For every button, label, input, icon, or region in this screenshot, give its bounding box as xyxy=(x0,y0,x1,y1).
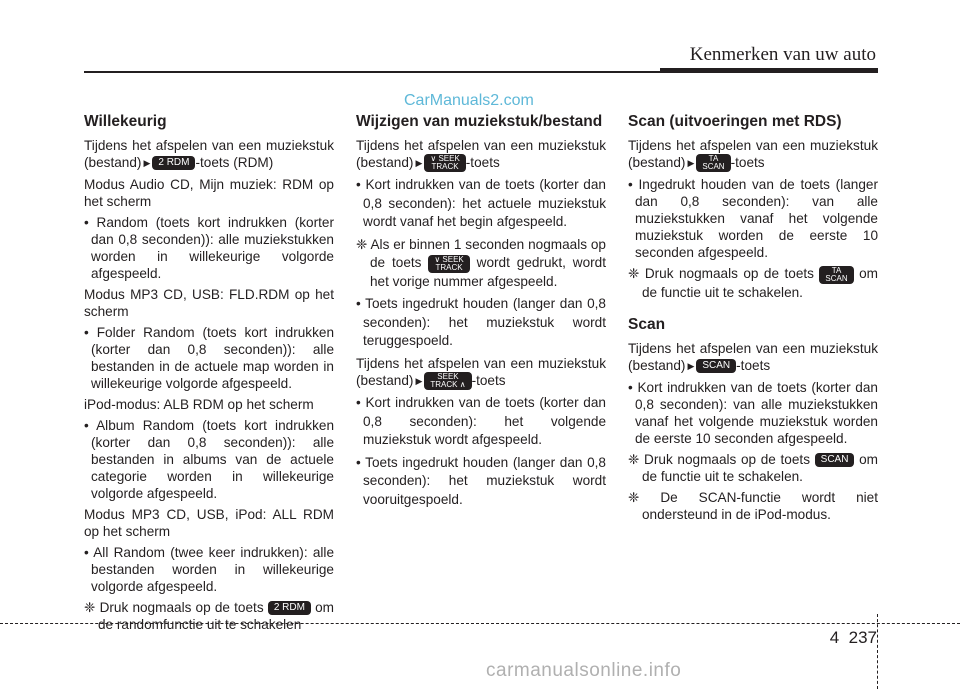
arrow-right-icon: ▶ xyxy=(687,157,695,168)
chapter-number: 4 xyxy=(829,628,840,647)
folder-random-bullet: • Folder Random (toets kort indrukken (korter dan 0,8 seconden)): alle bestanden in de actuele map worden in willekeurige volgorde afgespeeld. xyxy=(84,324,334,391)
seek-down-button-icon: ∨ SEEK TRACK xyxy=(424,154,465,172)
header-title: Kenmerken van uw auto xyxy=(689,44,876,65)
seek-down-short-press: • Kort indrukken van de toets (korter dan 0,8 seconden): het actuele muziekstuk wordt vanaf het begin afgespeeld. xyxy=(356,177,606,230)
album-random-bullet: • Album Random (toets kort indrukken (korter dan 0,8 seconden)): alle bestanden in albums van de actuele categorie worden in willekeurige volgorde afgespeeld. xyxy=(84,417,334,501)
arrow-right-icon: ▶ xyxy=(415,375,423,386)
watermark-bottom: carmanualsonline.info xyxy=(486,660,682,681)
mode-mp3-usb: Modus MP3 CD, USB: FLD.RDM op het scherm xyxy=(84,286,334,319)
seek-up-long-press: • Toets ingedrukt houden (langer dan 0,8 seconden): het muziekstuk wordt vooruitgespoeld. xyxy=(356,454,606,507)
random-bullet: • Random (toets kort indrukken (korter dan 0,8 seconden)): alle muziekstukken worden in willekeurige volgorde afgespeeld. xyxy=(84,214,334,281)
seek-up-intro: Tijdens het afspelen van een muziekstuk (bestand) ▶ SEEK TRACK ∧ -toets xyxy=(356,355,606,390)
section-title-change-track: Wijzigen van muziekstuk/bestand xyxy=(356,113,603,130)
arrow-right-icon: ▶ xyxy=(415,157,423,168)
seek-down-note: ❈ Als er binnen 1 seconden nogmaals op de toets ∨ SEEK TRACK wordt gedrukt, wordt het vorige nummer afgespeeld. xyxy=(356,236,606,289)
section-title-scan: Scan xyxy=(628,315,666,333)
seek-down-long-press: • Toets ingedrukt houden (langer dan 0,8 seconden): het muziekstuk wordt teruggespoeld. xyxy=(356,296,606,349)
scan-button-icon: SCAN xyxy=(696,359,736,373)
scan-intro: Tijdens het afspelen van een muziekstuk (bestand) ▶ SCAN -toets xyxy=(628,340,878,373)
column-random xyxy=(84,112,334,637)
rdm-button-icon: 2 RDM xyxy=(268,601,311,615)
mode-all: Modus MP3 CD, USB, iPod: ALL RDM op het scherm xyxy=(84,506,334,539)
arrow-right-icon: ▶ xyxy=(687,360,695,371)
ta-scan-long-press: • Ingedrukt houden van de toets (langer dan 0,8 seconden): van alle muziekstukken vanaf het volgende muziekstuk worden de eerste 10 seconden afgespeeld. xyxy=(628,177,878,261)
seek-down-button-icon: ∨ SEEK TRACK xyxy=(428,255,469,273)
seek-up-button-icon: SEEK TRACK ∧ xyxy=(424,372,471,390)
seek-down-intro: Tijdens het afspelen van een muziekstuk (bestand) ▶ ∨ SEEK TRACK -toets xyxy=(356,138,606,172)
rdm-button-icon: 2 RDM xyxy=(152,156,195,170)
ta-scan-button-icon: TA SCAN xyxy=(696,154,730,172)
header-rule-accent xyxy=(660,68,878,73)
mode-audio-cd: Modus Audio CD, Mijn muziek: RDM op het scherm xyxy=(84,176,334,209)
random-intro: Tijdens het afspelen van een muziekstuk (bestand) ▶ 2 RDM -toets (RDM) xyxy=(84,138,334,170)
section-title-random: Willekeurig xyxy=(84,113,167,130)
page-number-divider xyxy=(877,614,879,689)
all-random-bullet: • All Random (twee keer indrukken): alle bestanden worden in willekeurige volgorde afgespeeld. xyxy=(84,544,334,594)
footer-rule xyxy=(0,623,960,624)
scan-note: ❈ Druk nogmaals op de toets SCAN om de functie uit te schakelen. xyxy=(628,451,878,484)
scan-short-press: • Kort indrukken van de toets (korter dan 0,8 seconden): van alle muziekstukken vanaf het volgende muziekstuk worden de eerste 10 seconden afgespeeld. xyxy=(628,379,878,446)
scan-ipod-note: ❈ De SCAN-functie wordt niet ondersteund in de iPod-modus. xyxy=(628,489,878,522)
watermark-top: CarManuals2.com xyxy=(404,92,534,109)
scan-button-icon: SCAN xyxy=(815,453,855,467)
random-note: ❈ Druk nogmaals op de toets 2 RDM om de randomfunctie uit te schakelen xyxy=(84,599,335,632)
ta-scan-intro: Tijdens het afspelen van een muziekstuk (bestand) ▶ TA SCAN -toets xyxy=(628,138,878,172)
page-number xyxy=(830,628,877,648)
section-title-scan-rds: Scan (uitvoeringen met RDS) xyxy=(628,113,842,130)
ta-scan-note: ❈ Druk nogmaals op de toets TA SCAN om de functie uit te schakelen. xyxy=(628,265,878,300)
arrow-right-icon: ▶ xyxy=(143,157,151,168)
mode-ipod: iPod-modus: ALB RDM op het scherm xyxy=(84,396,314,412)
column-change-track xyxy=(356,112,606,513)
ta-scan-button-icon: TA SCAN xyxy=(819,266,853,284)
seek-up-short-press: • Kort indrukken van de toets (korter dan 0,8 seconden): het volgende muziekstuk wordt afgespeeld. xyxy=(356,395,606,448)
page-number-value: 237 xyxy=(848,628,877,647)
column-scan xyxy=(628,112,878,527)
